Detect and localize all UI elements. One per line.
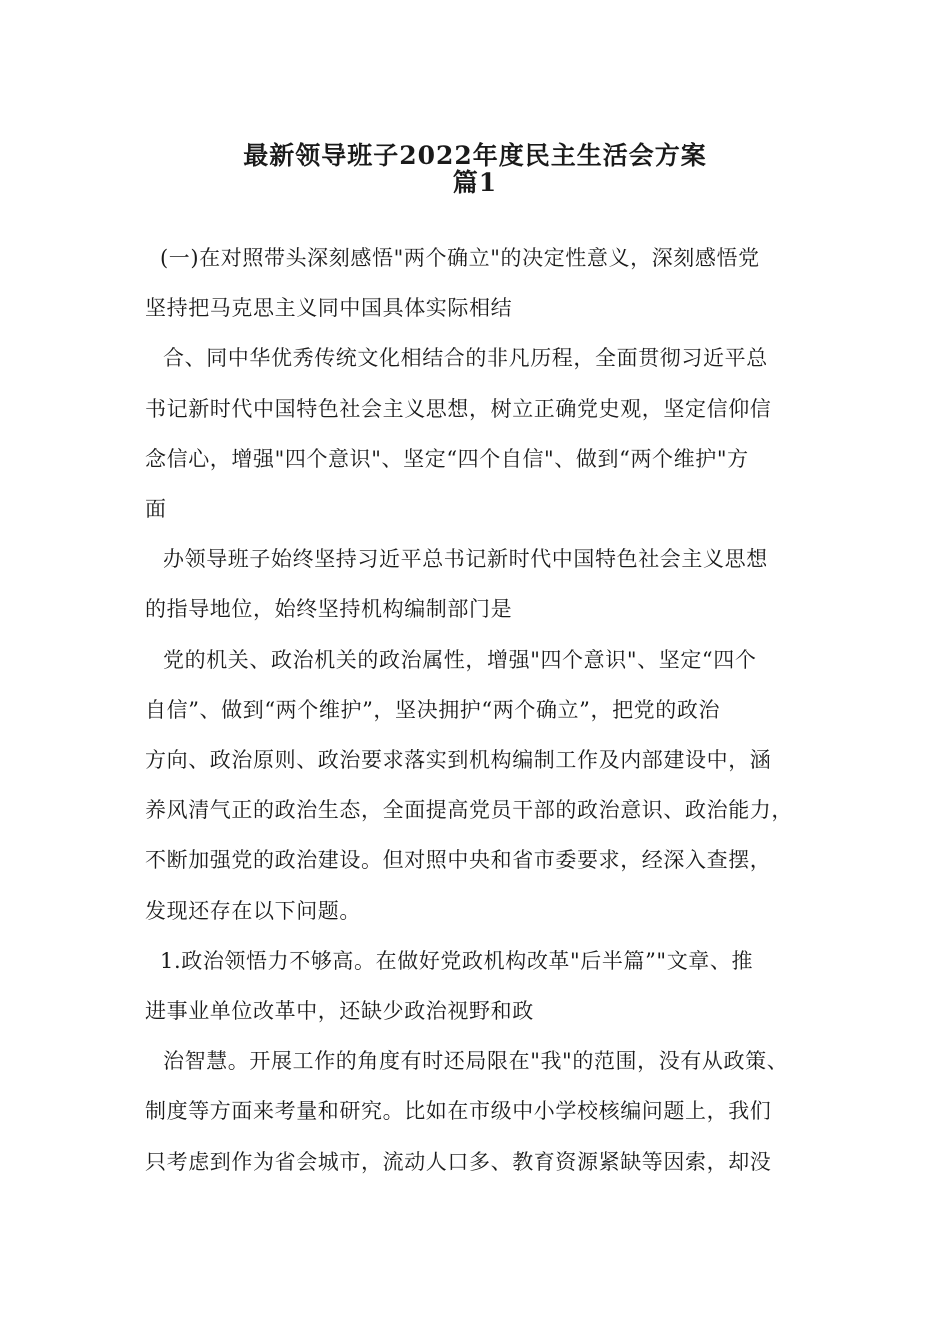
body-line: 方向、政治原则、政治要求落实到机构编制工作及内部建设中，涵 [145,748,772,772]
body-line: 念信心，增强"四个意识"、坚定“四个自信"、做到“两个维护"方 [145,447,749,471]
body-line: (一)在对照带头深刻感悟"两个确立"的决定性意义，深刻感悟党 [160,246,760,270]
body-line: 制度等方面来考量和研究。比如在市级中小学校核编问题上，我们 [145,1099,772,1123]
document-title: 最新领导班子2022年度民主生活会方案 [243,141,707,170]
body-line: 合、同中华优秀传统文化相结合的非凡历程，全面贯彻习近平总 [163,346,768,370]
body-line: 坚持把马克思主义同中国具体实际相结 [145,296,513,320]
body-line: 1.政治领悟力不够高。在做好党政机构改革"后半篇”"文章、推 [160,949,754,973]
document-subtitle: 篇1 [452,168,498,197]
body-line: 的指导地位，始终坚持机构编制部门是 [145,597,513,621]
body-line: 自信”、做到“两个维护”，坚决拥护“两个确立”，把党的政治 [145,698,721,722]
body-line: 党的机关、政治机关的政治属性，增强"四个意识"、坚定“四个 [163,648,757,672]
body-line: 书记新时代中国特色社会主义思想，树立正确党史观，坚定信仰信 [145,397,772,421]
body-line: 发现还存在以下问题。 [145,899,361,923]
body-line: 治智慧。开展工作的角度有时还局限在"我"的范围，没有从政策、 [163,1049,789,1073]
body-line: 进事业单位改革中，还缺少政治视野和政 [145,999,534,1023]
body-line: 不断加强党的政治建设。但对照中央和省市委要求，经深入查摆， [145,848,772,872]
body-line: 只考虑到作为省会城市，流动人口多、教育资源紧缺等因索，却没 [145,1150,772,1174]
body-line: 面 [145,497,167,521]
body-line: 养风清气正的政治生态，全面提高党员干部的政治意识、政治能力， [145,798,793,822]
body-line: 办领导班子始终坚持习近平总书记新时代中国特色社会主义思想 [163,547,768,571]
